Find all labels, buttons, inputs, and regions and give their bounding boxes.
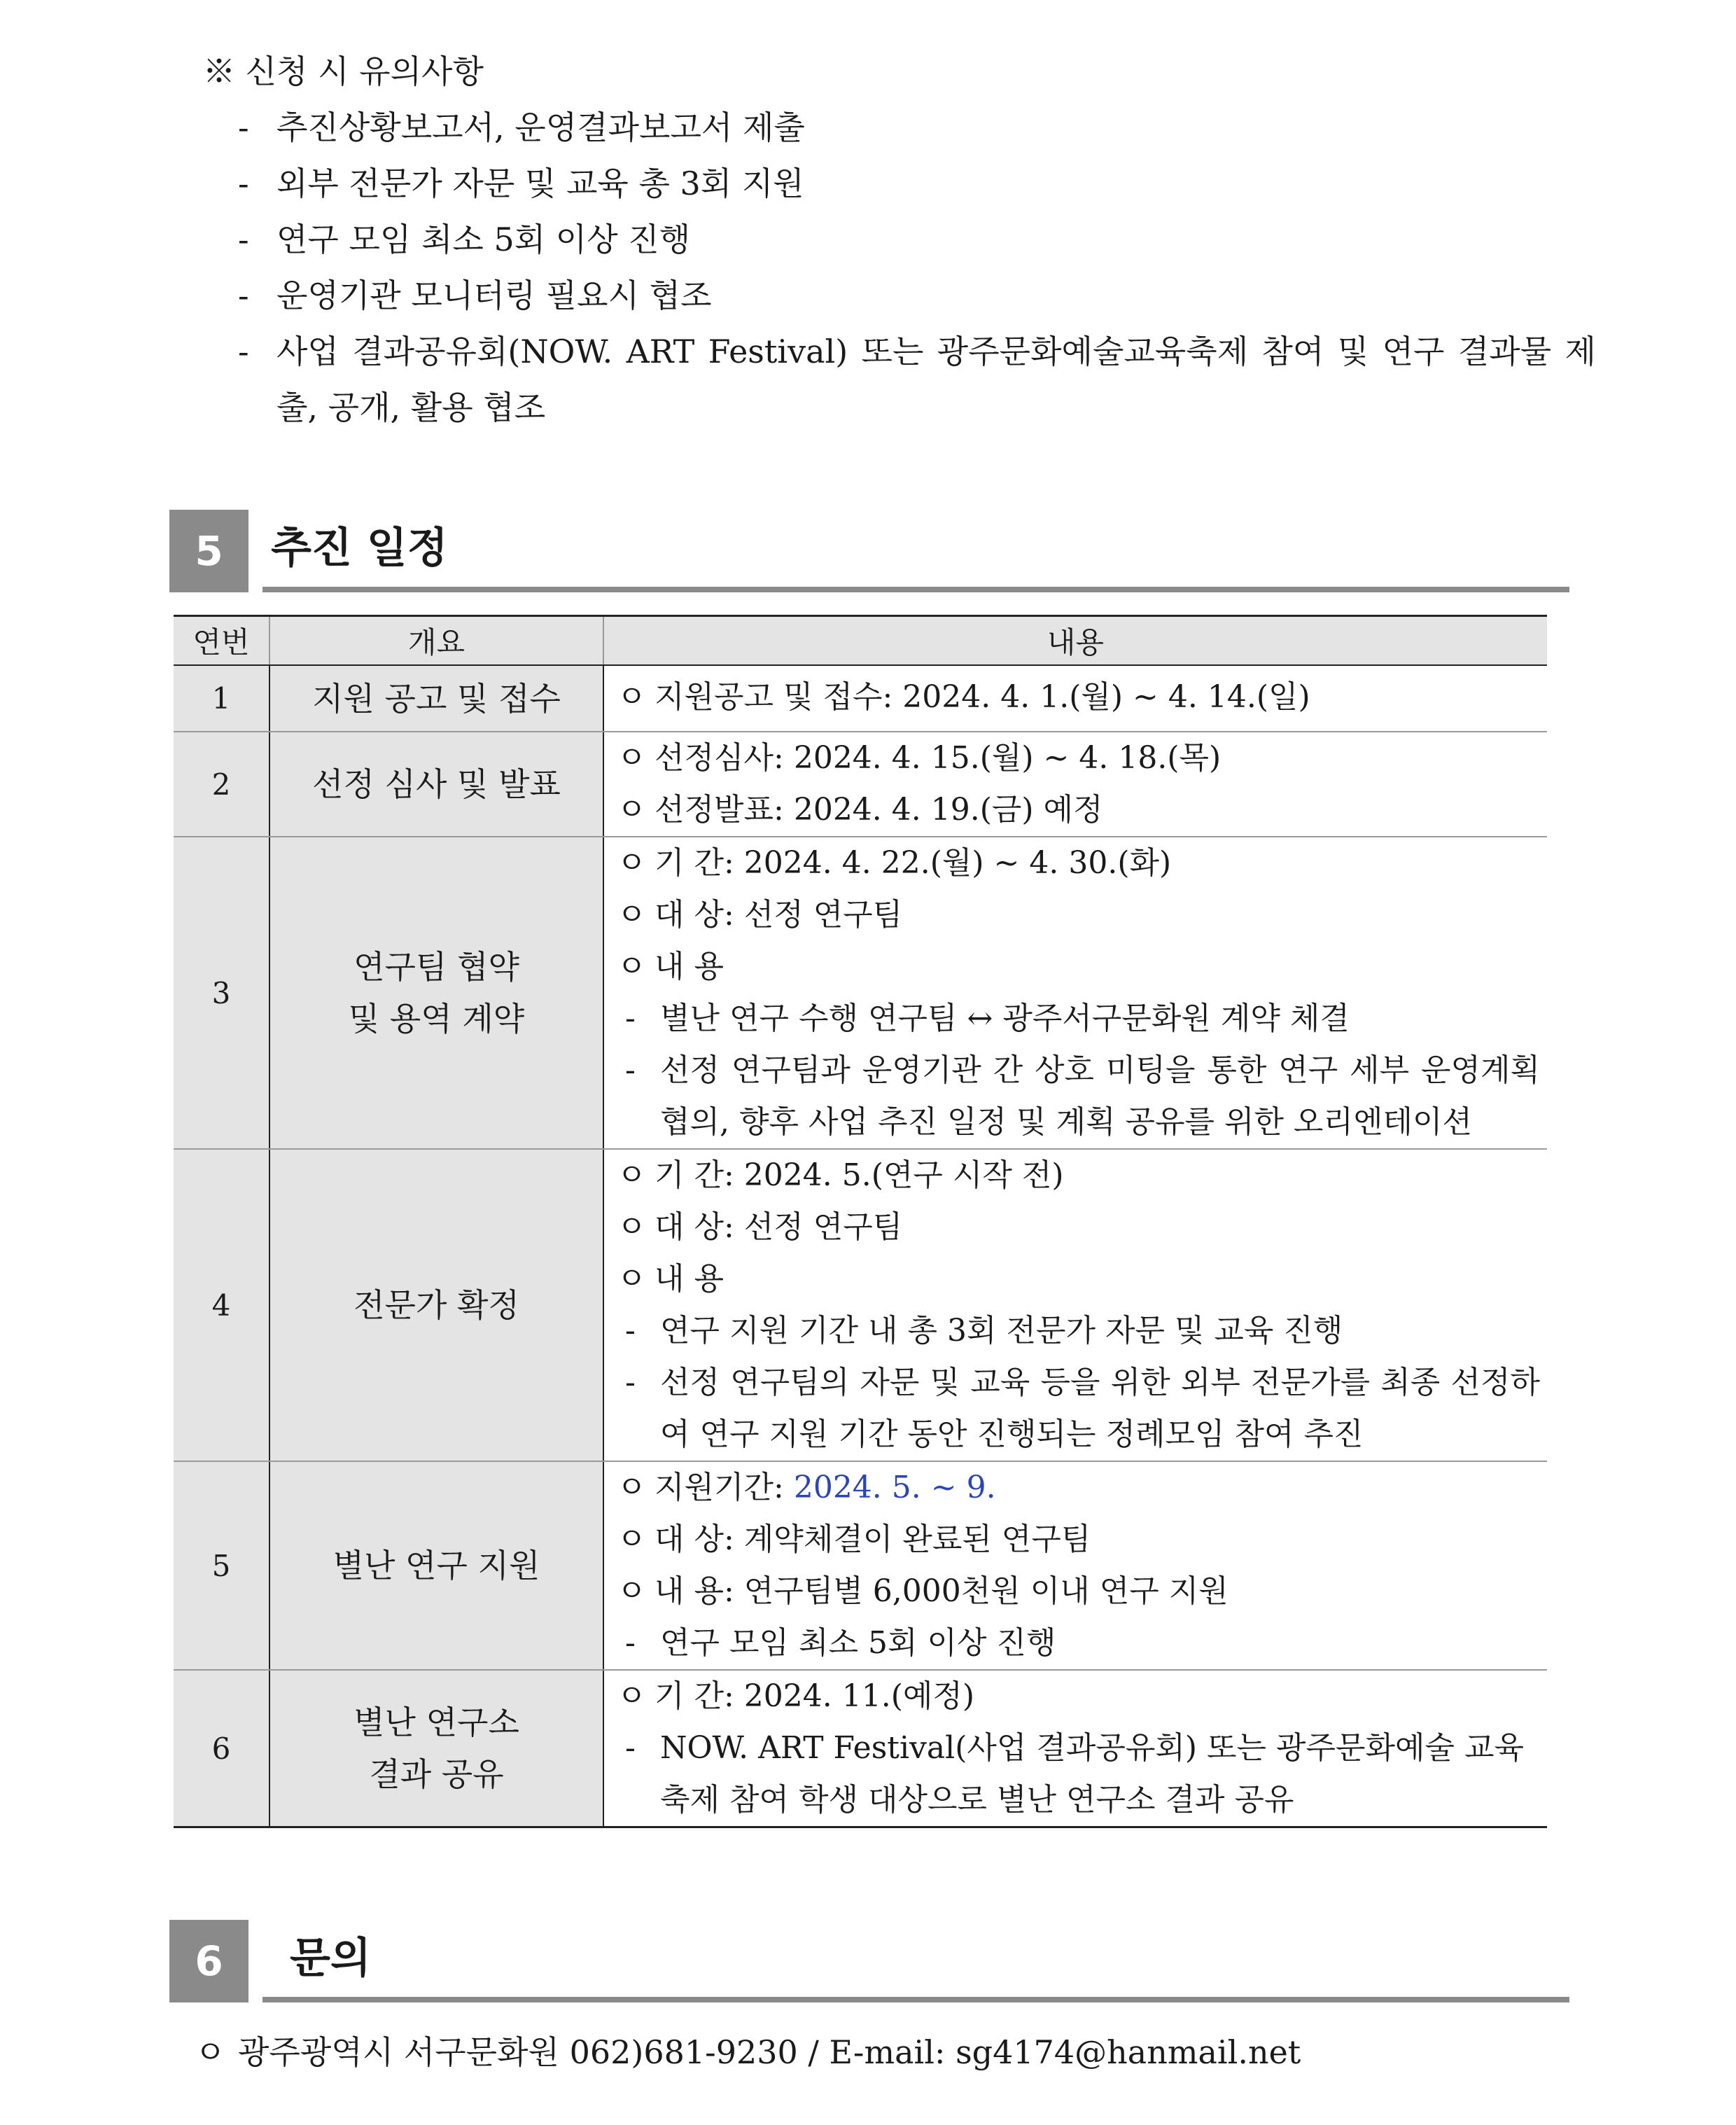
notes-item: - 외부 전문가 자문 및 교육 총 3회 지원 — [238, 165, 804, 202]
section-number-badge: 6 — [169, 1920, 248, 2002]
row-number: 2 — [174, 732, 270, 837]
table-row — [174, 665, 1547, 732]
row-summary: 별난 연구소 결과 공유 — [270, 1670, 603, 1827]
contact-line — [195, 2028, 1301, 2077]
row-details: ㅇ 지원공고 및 접수: 2024. 4. 1.(월) ~ 4. 14.(일) — [603, 665, 1547, 732]
row-number: 3 — [174, 837, 270, 1149]
row-number: 4 — [174, 1149, 270, 1461]
section-rule — [262, 587, 1569, 592]
schedule-table — [174, 615, 1547, 1828]
section-title: 문의 — [290, 1934, 371, 1983]
row-details: ㅇ 지원기간: 2024. 5. ~ 9. ㅇ 대 상: 계약체결이 완료된 연구팀 ㅇ 내 용: 연구팀별 6,000천원 이내 연구 지원 - 연구 모임 최소 5회 이상 진행 — [603, 1461, 1547, 1670]
header-summary: 개요 — [270, 616, 603, 666]
section-title: 추진 일정 — [271, 524, 448, 573]
application-notes — [203, 43, 1596, 436]
section-number-badge: 5 — [169, 510, 248, 592]
row-details: ㅇ 기 간: 2024. 4. 22.(월) ~ 4. 30.(화) ㅇ 대 상: 선정 연구팀 ㅇ 내 용 - 별난 연구 수행 연구팀 ↔ 광주서구문화원 계약 체결 - 선정 연구팀과 운영기관 간 상호 미팅을 통한 연구 세부 운영계획 협의, 향후 사업 추진 일정 및 계획 공유를 위한 오리엔테이션 — [603, 837, 1547, 1149]
row-summary: 연구팀 협약 및 용역 계약 — [270, 837, 603, 1149]
bullet-marker: ㅇ — [195, 2033, 226, 2071]
table-header-row — [174, 616, 1547, 666]
section-6-heading — [169, 1920, 1569, 2002]
table-row — [174, 732, 1547, 837]
contact-text: 광주광역시 서구문화원 062)681-9230 / E-mail: sg4174@hanmail.net — [238, 2033, 1301, 2071]
header-content: 내용 — [603, 616, 1547, 666]
header-no: 연번 — [174, 616, 270, 666]
row-summary: 별난 연구 지원 — [270, 1461, 603, 1670]
section-rule — [262, 1997, 1569, 2002]
notes-item: - 추진상황보고서, 운영결과보고서 제출 — [238, 109, 805, 146]
table-row — [174, 1670, 1547, 1827]
row-summary: 지원 공고 및 접수 — [270, 665, 603, 732]
row-number: 6 — [174, 1670, 270, 1827]
highlighted-period: 2024. 5. ~ 9. — [793, 1470, 996, 1505]
table-row — [174, 837, 1547, 1149]
row-details: ㅇ 기 간: 2024. 5.(연구 시작 전) ㅇ 대 상: 선정 연구팀 ㅇ 내 용 - 연구 지원 기간 내 총 3회 전문가 자문 및 교육 진행 - 선정 연구팀의 자문 및 교육 등을 위한 외부 전문가를 최종 선정하여 연구 지원 기간 동안 진행되는 정례모임 참여 추진 — [603, 1149, 1547, 1461]
notes-list — [203, 99, 1596, 436]
notes-heading: ※ 신청 시 유의사항 — [203, 53, 484, 90]
notes-item: - 연구 모임 최소 5회 이상 진행 — [238, 221, 691, 258]
table-row — [174, 1461, 1547, 1670]
row-number: 5 — [174, 1461, 270, 1670]
notes-item: - 운영기관 모니터링 필요시 협조 — [238, 277, 712, 314]
table-row — [174, 1149, 1547, 1461]
row-number: 1 — [174, 665, 270, 732]
row-summary: 선정 심사 및 발표 — [270, 732, 603, 837]
notes-item: - 사업 결과공유회(NOW. ART Festival) 또는 광주문화예술교육축제 참여 및 연구 결과물 제출, 공개, 활용 협조 — [238, 333, 1596, 426]
row-details: ㅇ 선정심사: 2024. 4. 15.(월) ~ 4. 18.(목) ㅇ 선정발표: 2024. 4. 19.(금) 예정 — [603, 732, 1547, 837]
row-details: ㅇ 기 간: 2024. 11.(예정) - NOW. ART Festival(사업 결과공유회) 또는 광주문화예술 교육축제 참여 학생 대상으로 별난 연구소 결과 공유 — [603, 1670, 1547, 1827]
section-5-heading — [169, 510, 1569, 592]
row-summary: 전문가 확정 — [270, 1149, 603, 1461]
